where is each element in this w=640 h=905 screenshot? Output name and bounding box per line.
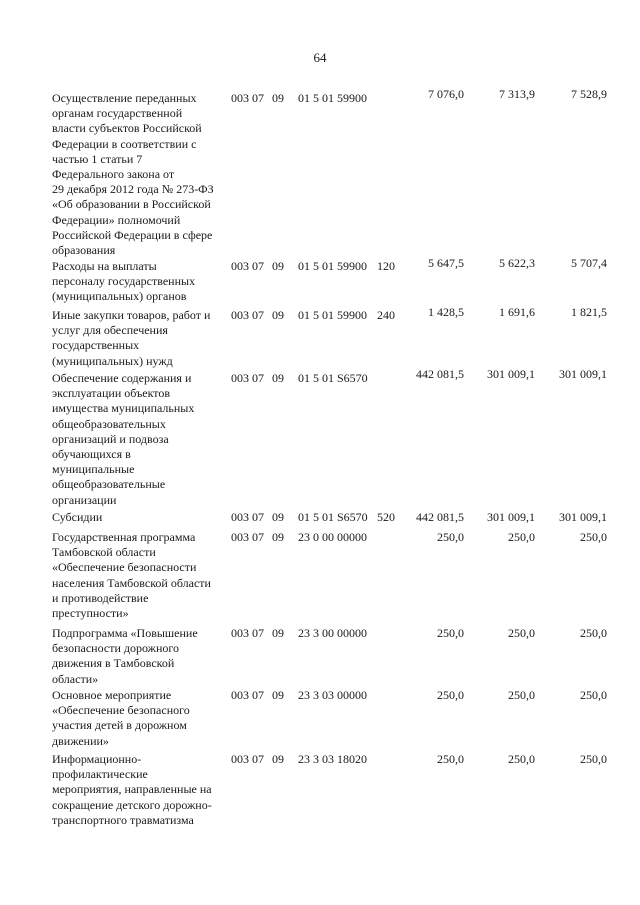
admin-code: 003 (231, 752, 249, 766)
description-line: сокращение детского дорожно- (52, 797, 212, 812)
description-line: образования (52, 243, 116, 258)
row-description (52, 371, 234, 508)
description-line: услуг для обеспечения (52, 323, 168, 338)
expense-type-code: 240 (377, 308, 395, 322)
description-line: Федерации в соответствии с (52, 136, 197, 151)
admin-code: 003 (231, 91, 249, 105)
row-description (52, 530, 234, 621)
description-line: Субсидии (52, 510, 103, 524)
amount-year-1: 7 076,0 (428, 87, 464, 101)
subsection-code: 09 (272, 626, 284, 640)
amount-year-3: 1 821,5 (571, 305, 607, 319)
description-line: органам государственной (52, 106, 183, 121)
description-line: и противодействие (52, 590, 149, 605)
target-article-code: 01 5 01 S6570 (298, 510, 368, 524)
amount-year-3: 250,0 (580, 688, 607, 702)
description-line: Подпрограмма «Повышение (52, 626, 198, 640)
description-line: имущества муниципальных (52, 401, 195, 416)
description-line: эксплуатации объектов (52, 386, 171, 401)
description-line: Информационно- (52, 752, 142, 766)
target-article-code: 01 5 01 59900 (298, 308, 367, 322)
admin-code: 003 (231, 308, 249, 322)
amount-year-1: 250,0 (437, 626, 464, 640)
section-code: 07 (252, 688, 264, 702)
amount-year-3: 250,0 (580, 752, 607, 766)
subsection-code: 09 (272, 308, 284, 322)
target-article-code: 01 5 01 S6570 (298, 371, 368, 385)
description-line: профилактические (52, 767, 148, 782)
admin-code: 003 (231, 371, 249, 385)
description-line: частью 1 статьи 7 (52, 151, 143, 166)
description-line: 29 декабря 2012 года № 273-ФЗ (52, 182, 214, 197)
subsection-code: 09 (272, 259, 284, 273)
amount-year-2: 250,0 (508, 530, 535, 544)
description-line: организации (52, 492, 117, 507)
description-line: «Обеспечение безопасности (52, 560, 197, 575)
target-article-code: 23 0 00 00000 (298, 530, 367, 544)
section-code: 07 (252, 626, 264, 640)
amount-year-2: 250,0 (508, 752, 535, 766)
description-line: Федерального закона от (52, 167, 175, 182)
amount-year-2: 301 009,1 (487, 367, 535, 381)
section-code: 07 (252, 91, 264, 105)
section-code: 07 (252, 752, 264, 766)
admin-code: 003 (231, 688, 249, 702)
description-line: Осуществление переданных (52, 91, 197, 105)
description-line: Расходы на выплаты (52, 259, 157, 273)
section-code: 07 (252, 308, 264, 322)
amount-year-1: 250,0 (437, 688, 464, 702)
amount-year-1: 1 428,5 (428, 305, 464, 319)
row-description (52, 308, 234, 369)
admin-code: 003 (231, 259, 249, 273)
description-line: общеобразовательных (52, 416, 166, 431)
amount-year-3: 301 009,1 (559, 367, 607, 381)
description-line: Иные закупки товаров, работ и (52, 308, 211, 322)
description-line: Государственная программа (52, 530, 196, 544)
row-description (52, 91, 234, 258)
amount-year-1: 442 081,5 (416, 367, 464, 381)
amount-year-1: 250,0 (437, 752, 464, 766)
description-line: «Об образовании в Российской (52, 197, 211, 212)
description-line: Российской Федерации в сфере (52, 227, 213, 242)
amount-year-2: 250,0 (508, 626, 535, 640)
description-line: Федерации» полномочий (52, 212, 181, 227)
amount-year-3: 5 707,4 (571, 256, 607, 270)
section-code: 07 (252, 259, 264, 273)
page-number: 64 (313, 50, 327, 65)
row-description (52, 259, 234, 305)
description-line: организаций и подвоза (52, 431, 169, 446)
amount-year-2: 1 691,6 (499, 305, 535, 319)
target-article-code: 01 5 01 59900 (298, 259, 367, 273)
description-line: персоналу государственных (52, 274, 196, 289)
row-description (52, 752, 234, 828)
subsection-code: 09 (272, 91, 284, 105)
amount-year-2: 250,0 (508, 688, 535, 702)
description-line: обучающихся в (52, 447, 131, 462)
description-line: населения Тамбовской области (52, 575, 211, 590)
subsection-code: 09 (272, 371, 284, 385)
description-line: участия детей в дорожном (52, 718, 187, 733)
amount-year-2: 301 009,1 (487, 510, 535, 524)
expense-type-code: 120 (377, 259, 395, 273)
row-description (52, 626, 234, 687)
section-code: 07 (252, 371, 264, 385)
amount-year-3: 301 009,1 (559, 510, 607, 524)
amount-year-3: 7 528,9 (571, 87, 607, 101)
description-line: Основное мероприятие (52, 688, 172, 702)
admin-code: 003 (231, 626, 249, 640)
row-description (52, 510, 234, 525)
description-line: безопасности дорожного (52, 641, 180, 656)
description-line: муниципальные (52, 462, 135, 477)
target-article-code: 23 3 03 00000 (298, 688, 367, 702)
subsection-code: 09 (272, 688, 284, 702)
description-line: Обеспечение содержания и (52, 371, 192, 385)
row-description (52, 688, 234, 749)
description-line: (муниципальных) органов (52, 289, 187, 304)
description-line: общеобразовательные (52, 477, 166, 492)
description-line: движении» (52, 733, 109, 748)
description-line: власти субъектов Российской (52, 121, 202, 136)
description-line: мероприятия, направленные на (52, 782, 212, 797)
amount-year-3: 250,0 (580, 626, 607, 640)
amount-year-1: 442 081,5 (416, 510, 464, 524)
amount-year-2: 5 622,3 (499, 256, 535, 270)
amount-year-1: 5 647,5 (428, 256, 464, 270)
description-line: движения в Тамбовской (52, 656, 175, 671)
description-line: Тамбовской области (52, 545, 156, 560)
amount-year-3: 250,0 (580, 530, 607, 544)
amount-year-1: 250,0 (437, 530, 464, 544)
section-code: 07 (252, 510, 264, 524)
target-article-code: 23 3 00 00000 (298, 626, 367, 640)
admin-code: 003 (231, 530, 249, 544)
target-article-code: 01 5 01 59900 (298, 91, 367, 105)
description-line: преступности» (52, 606, 129, 621)
description-line: транспортного травматизма (52, 812, 194, 827)
description-line: области» (52, 671, 99, 686)
description-line: государственных (52, 338, 140, 353)
target-article-code: 23 3 03 18020 (298, 752, 367, 766)
subsection-code: 09 (272, 510, 284, 524)
description-line: «Обеспечение безопасного (52, 703, 190, 718)
description-line: (муниципальных) нужд (52, 353, 173, 368)
subsection-code: 09 (272, 752, 284, 766)
expense-type-code: 520 (377, 510, 395, 524)
amount-year-2: 7 313,9 (499, 87, 535, 101)
subsection-code: 09 (272, 530, 284, 544)
section-code: 07 (252, 530, 264, 544)
admin-code: 003 (231, 510, 249, 524)
